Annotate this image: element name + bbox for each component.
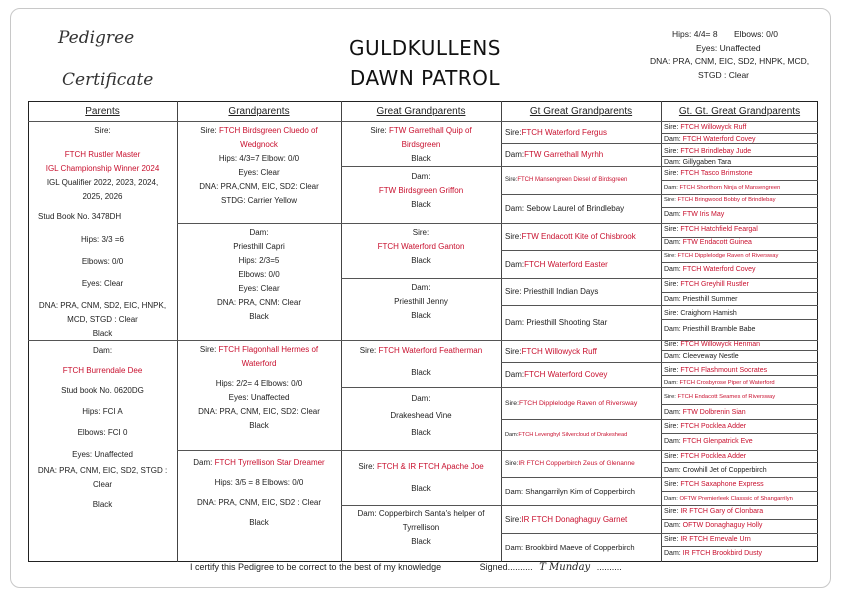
gtgtg-prefix: Dam: <box>664 550 683 557</box>
grandparent-dam-sire <box>177 343 341 433</box>
sire-dna-status: MCD, STGD : Clear <box>67 315 138 324</box>
gtgtg-name: IR FTCH Gary of Clonbara <box>680 508 764 515</box>
ggp-name: Priesthill Jenny <box>394 297 448 306</box>
dam-colour: Black <box>92 500 113 509</box>
gtgtg-name: FTCH Saxaphone Express <box>680 481 764 488</box>
gt-great-grandparent <box>505 362 659 387</box>
ggp-colour: Black <box>411 256 431 265</box>
gtgtg-name: FTCH Willowyck Ruff <box>680 124 747 131</box>
health-hips: Hips: 4/4= 8 <box>672 29 718 39</box>
gtg-prefix: Dam: Priesthill Shooting Star <box>505 318 608 327</box>
gp-name: FTCH Tyrrellison Star Dreamer <box>214 458 325 467</box>
gp-hips-elbows: Hips: 2/2= 4 Elbows: 0/0 <box>215 379 303 388</box>
gt-gt-great-grandparent <box>664 194 817 206</box>
gtgtg-name: OFTW Donaghaguy Holly <box>682 522 763 529</box>
ggp-colour: Black <box>411 311 431 320</box>
gt-gt-great-grandparent <box>664 548 817 560</box>
gt-gt-great-grandparent <box>664 451 817 463</box>
health-dna: DNA: PRA, CNM, EIC, SD2, HNPK, MCD, <box>650 56 810 67</box>
sire-elbows: Elbows: 0/0 <box>81 257 124 266</box>
gtgtg-name: FTCH Glenpatrick Eve <box>682 438 753 445</box>
gtgtg-name: FTCH Waterford Covey <box>682 136 756 143</box>
ggp-name: Drakeshead Vine <box>390 411 452 420</box>
gt-great-grandparent <box>505 340 659 362</box>
dam-dna-status: Clear <box>92 480 113 489</box>
header-parents: Parents <box>85 106 120 117</box>
gt-gt-great-grandparent <box>664 391 817 403</box>
gtg-name: FTCH Waterford Fergus <box>521 127 607 137</box>
gt-great-grandparent <box>505 387 661 419</box>
gtgtg-name: FTCH Waterford Covey <box>682 266 756 273</box>
gtgtg-prefix: Dam: Priesthill Bramble Babe <box>664 326 756 333</box>
gtgtg-prefix: Sire: <box>664 508 681 515</box>
gt-gt-great-grandparent <box>664 365 817 377</box>
gt-gt-great-grandparent <box>664 209 817 221</box>
header-grandparents: Grandparents <box>228 106 290 117</box>
gp-stgd-colour: STDG: Carrier Yellow <box>220 196 298 205</box>
ggp-prefix: Dam: <box>411 394 431 403</box>
gp-eyes: Eyes: Unaffected <box>228 393 290 402</box>
gtg-name: FTCH Dipplelodge Raven of Riversway <box>518 399 638 407</box>
gt-gt-great-grandparent <box>664 421 817 433</box>
gt-gt-great-grandparent <box>664 168 817 180</box>
gtgtg-prefix: Sire: <box>664 367 681 374</box>
header-gt-great-grandparents: Gt Great Grandparents <box>529 106 633 117</box>
great-grandparent <box>341 226 501 268</box>
sire-colour: Black <box>92 329 113 338</box>
health-elbows: Elbows: 0/0 <box>733 29 778 39</box>
parent-dam <box>28 344 177 512</box>
gt-gt-great-grandparent <box>664 224 817 236</box>
gtgtg-name: FTCH Greyhill Rustler <box>680 281 749 288</box>
sire-award: IGL Championship Winner 2024 <box>45 164 160 173</box>
gtgtg-prefix: Sire: <box>664 124 681 131</box>
gtgtg-prefix: Dam: <box>664 136 683 143</box>
gtg-name: FTCH Levenghyl Silvercloud of Drakeshead <box>518 431 628 438</box>
dog-name-line1: GULDKULLENS <box>349 36 501 60</box>
grandparent-dam-dam <box>177 456 341 530</box>
gp-name: FTCH Birdsgreen Cluedo of <box>218 126 318 135</box>
gtgtg-name: IR FTCH Ernevale Urn <box>680 536 751 543</box>
gtgtg-prefix: Sire: <box>664 423 681 430</box>
ggp-name-cont: Birdsgreen <box>401 140 441 149</box>
row-divider <box>661 546 818 547</box>
sire-qualifier-years: 2025, 2026 <box>82 192 123 201</box>
column-divider <box>501 101 502 562</box>
dam-hips: Hips: FCI A <box>82 407 123 416</box>
signature-dots: .......... <box>596 562 622 572</box>
gtgtg-prefix: Dam: Cleeveway Nestle <box>664 353 739 360</box>
gtgtg-name: FTCH Bringwood Bobby of Brindlebay <box>677 197 776 203</box>
gtg-name: IR FTCH Copperbirch Zeus of Glenanne <box>518 460 635 467</box>
gtgtg-prefix: Sire: <box>664 197 678 203</box>
gtgtg-prefix: Dam: Gillygaben Tara <box>664 159 732 166</box>
ggp-prefix: Sire: <box>358 462 377 471</box>
gp-colour: Black <box>249 421 269 430</box>
gp-prefix: Dam: <box>249 228 269 237</box>
gt-gt-great-grandparent <box>664 479 817 491</box>
gt-great-grandparent <box>505 450 661 477</box>
gtgtg-name: FTCH Brindlebay Jude <box>680 148 752 155</box>
gtgtg-name: FTCH Shorthorn Ninja of Mansengreen <box>679 185 781 191</box>
dam-name: FTCH Burrendale Dee <box>62 366 143 375</box>
signature: T Munday <box>539 562 591 573</box>
gp-eyes: Eyes: Clear <box>238 168 280 177</box>
dam-stud-book: Stud book No. 0620DG <box>61 386 144 395</box>
gtgtg-name: FTW Endacott Guinea <box>682 239 752 246</box>
gp-name: Priesthill Capri <box>233 242 285 251</box>
ggp-colour: Black <box>411 537 431 546</box>
gp-hips: Hips: 2/3=5 <box>238 256 280 265</box>
gt-gt-great-grandparent <box>664 436 817 448</box>
sire-eyes: Eyes: Clear <box>81 279 124 288</box>
gtgtg-name: FTCH Endacott Seames of Riversway <box>677 394 776 400</box>
gtgtg-prefix: Dam: <box>664 522 683 529</box>
health-eyes: Eyes: Unaffected <box>696 42 761 53</box>
script-title-certificate: Certificate <box>62 70 154 90</box>
grandparent-sire-dam <box>177 226 341 324</box>
gtg-prefix: Sire: <box>505 460 519 467</box>
gt-gt-great-grandparent <box>664 134 817 146</box>
dam-eyes: Eyes: Unaffected <box>72 450 133 459</box>
gp-name-cont: Wedgnock <box>240 140 278 149</box>
health-summary <box>640 28 840 82</box>
gp-prefix: Sire: <box>200 126 219 135</box>
gt-gt-great-grandparent <box>664 339 817 351</box>
sire-dna: DNA: PRA, CNM, SD2, EIC, HNPK, <box>38 301 167 310</box>
gp-hips-elbows: Hips: 4/3=7 Elbow: 0/0 <box>218 154 300 163</box>
dam-dna: DNA: PRA, CNM, EIC, SD2, STGD : <box>37 466 168 475</box>
ggp-prefix: Dam: Copperbirch Santa's helper of <box>357 509 485 518</box>
gtgtg-name: FTCH Hatchfield Feargal <box>680 226 758 233</box>
ggp-prefix: Sire: <box>412 228 430 237</box>
ggp-name: FTCH Waterford Featherman <box>378 346 483 355</box>
gt-gt-great-grandparent <box>664 506 817 518</box>
ggp-colour: Black <box>411 200 431 209</box>
great-grandparent <box>341 124 501 166</box>
gt-gt-great-grandparent <box>664 237 817 249</box>
gp-dna: DNA: PRA, CNM: Clear <box>216 298 301 307</box>
gtgtg-prefix: Sire: <box>664 170 681 177</box>
gtg-name: FTW Garrethall Myrhh <box>524 150 604 159</box>
gt-great-grandparent <box>505 194 659 223</box>
gtg-name: FTCH Willowyck Ruff <box>521 346 597 356</box>
gtgtg-name: FTCH Tasco Brimstone <box>680 170 753 177</box>
gtgtg-prefix: Dam: <box>664 409 683 416</box>
row-divider <box>661 491 818 492</box>
gtg-prefix: Dam: Shangarrilyn Kim of Copperbirch <box>505 486 635 496</box>
sire-label: Sire: <box>94 126 111 135</box>
gtgtg-prefix: Dam: Priesthill Summer <box>664 296 738 303</box>
gp-prefix: Dam: <box>193 458 215 467</box>
gtgtg-name: FTCH Crosbyrose Piper of Waterford <box>679 380 775 386</box>
gt-gt-great-grandparent <box>664 324 817 336</box>
sire-qualifier: IGL Qualifier 2022, 2023, 2024, <box>46 178 159 187</box>
gtgtg-prefix: Sire: <box>664 536 681 543</box>
gt-gt-great-grandparent <box>664 534 817 546</box>
gp-prefix: Sire: <box>199 345 219 354</box>
gtg-prefix: Dam: <box>505 259 525 269</box>
dam-elbows: Elbows: FCI 0 <box>77 428 128 437</box>
gtgtg-name: IR FTCH Brookbird Dusty <box>682 550 763 557</box>
gtgtg-prefix: Dam: Crowhill Jet of Copperbirch <box>664 467 767 474</box>
gtgtg-name: FTCH Flashmount Socrates <box>680 367 768 374</box>
ggp-name: FTW Birdsgreen Griffon <box>378 186 464 195</box>
row-divider <box>661 180 818 181</box>
ggp-name: FTCH & IR FTCH Apache Joe <box>376 462 484 471</box>
gt-great-grandparent <box>505 223 659 250</box>
ggp-name: FTCH Waterford Ganton <box>377 242 465 251</box>
gt-great-grandparent <box>505 250 659 278</box>
gtgtg-prefix: Sire: <box>664 394 678 400</box>
dam-label: Dam: <box>92 346 113 355</box>
gtg-prefix: Dam: <box>505 370 525 379</box>
ggp-prefix: Sire: <box>370 126 389 135</box>
gtg-name: FTW Endacott Kite of Chisbrook <box>521 232 636 241</box>
ggp-colour: Black <box>411 484 431 493</box>
header-great-grandparents: Great Grandparents <box>376 106 466 117</box>
gtg-prefix: Dam: <box>505 150 525 159</box>
gtg-prefix: Dam: Brookbird Maeve of Copperbirch <box>505 543 635 552</box>
gtgtg-prefix: Sire: <box>664 148 681 155</box>
great-grandparent <box>341 281 501 323</box>
gtgtg-prefix: Sire: <box>664 481 681 488</box>
gtgtg-prefix: Sire: <box>664 341 681 348</box>
gt-gt-great-grandparent <box>664 294 817 306</box>
gt-great-grandparent <box>505 505 659 533</box>
gt-gt-great-grandparent <box>664 182 817 194</box>
gtg-name: FTCH Waterford Covey <box>524 370 608 379</box>
sire-name: FTCH Rustler Master <box>64 150 141 159</box>
health-dna-status: STGD : Clear <box>698 69 750 80</box>
gt-gt-great-grandparent <box>664 308 817 320</box>
gtg-prefix: Sire: <box>505 346 522 356</box>
ggp-colour: Black <box>411 154 431 163</box>
gp-name-cont: Waterford <box>241 359 277 368</box>
gt-gt-great-grandparent <box>664 493 817 505</box>
gt-great-grandparent <box>505 166 661 194</box>
gtgtg-name: FTCH Pocklea Adder <box>680 423 747 430</box>
parent-sire <box>28 124 177 341</box>
great-grandparent <box>341 170 501 212</box>
gtgtg-name: FTCH Willowyck Henman <box>680 341 761 348</box>
gtgtg-prefix: Dam: <box>664 496 680 502</box>
gt-great-grandparent <box>505 143 659 166</box>
dog-name-line2: DAWN PATROL <box>349 66 501 90</box>
great-grandparent <box>341 392 501 440</box>
gtgtg-prefix: Sire: Craighorn Hamish <box>664 310 737 317</box>
gtgtg-name: OFTW Premierleek Classsic of Shangarrilyn <box>679 496 793 502</box>
ggp-colour: Black <box>411 428 431 437</box>
gtg-name: IR FTCH Donaghaguy Garnet <box>521 514 628 524</box>
gtg-name: FTCH Waterford Easter <box>524 259 608 269</box>
gtgtg-prefix: Dam: <box>664 266 683 273</box>
gt-gt-great-grandparent <box>664 520 817 532</box>
gp-colour: Black <box>249 312 269 321</box>
gtgtg-prefix: Dam: <box>664 380 680 386</box>
ggp-colour: Black <box>411 368 431 377</box>
ggp-prefix: Dam: <box>411 283 431 292</box>
certification-footer <box>190 562 622 573</box>
gtgtg-name: FTW Iris May <box>682 211 725 218</box>
sire-stud-book: Stud Book No. 3478DH <box>38 212 122 221</box>
health-hips-elbows <box>640 28 840 42</box>
gtg-prefix: Dam: Sebow Laurel of Brindlebay <box>505 204 625 213</box>
certification-statement: I certify this Pedigree to be correct to the best of my knowledge <box>190 562 442 572</box>
row-divider <box>661 404 818 405</box>
gtg-prefix: Sire: <box>505 177 518 183</box>
gtg-prefix: Dam: <box>505 431 519 438</box>
script-title-pedigree: Pedigree <box>58 28 135 48</box>
gtgtg-prefix: Sire: <box>664 226 681 233</box>
gt-gt-great-grandparent <box>664 407 817 419</box>
gt-gt-great-grandparent <box>664 279 817 291</box>
gt-gt-great-grandparent <box>664 264 817 276</box>
row-divider <box>661 433 818 434</box>
ggp-name: FTW Garrethall Quip of <box>388 126 472 135</box>
gtgtg-prefix: Dam: <box>664 185 680 191</box>
gp-dna: DNA: PRA, CNM, EIC, SD2: Clear <box>198 407 320 416</box>
grandparent-sire-sire <box>177 124 341 208</box>
gtg-name: FTCH Mansengreen Diesel of Birdsgreen <box>517 177 628 183</box>
gtg-prefix: Sire: <box>505 399 519 407</box>
great-grandparent <box>341 460 501 496</box>
great-grandparent <box>341 507 501 549</box>
gtgtg-name: FTCH Pocklea Adder <box>680 453 747 460</box>
row-divider <box>661 292 818 293</box>
gp-colour: Black <box>249 518 269 527</box>
gtgtg-prefix: Dam: <box>664 239 683 246</box>
gtgtg-prefix: Sire: <box>664 453 681 460</box>
gtgtg-name: FTW Dolbrenin Sian <box>682 409 746 416</box>
gt-gt-great-grandparent <box>664 351 817 363</box>
ggp-name: Tyrrellison <box>402 523 440 532</box>
gtgtg-prefix: Dam: <box>664 438 683 445</box>
gt-great-grandparent <box>505 305 659 340</box>
gtgtg-prefix: Sire: <box>664 281 681 288</box>
column-divider <box>661 101 662 562</box>
gtg-prefix: Sire: Priesthill Indian Days <box>505 287 599 296</box>
gp-eyes: Eyes: Clear <box>238 284 280 293</box>
gt-gt-great-grandparent <box>664 377 817 389</box>
gp-name: FTCH Flagonhall Hermes of <box>218 345 319 354</box>
gtg-prefix: Sire: <box>505 127 522 137</box>
gt-gt-great-grandparent <box>664 250 817 262</box>
gtgtg-prefix: Dam: <box>664 211 683 218</box>
gt-great-grandparent <box>505 533 659 562</box>
gt-great-grandparent <box>505 419 661 450</box>
header-gt-gt-great-grandparents: Gt. Gt. Great Grandparents <box>678 106 801 117</box>
ggp-prefix: Sire: <box>359 346 379 355</box>
gt-great-grandparent <box>505 477 659 505</box>
gt-great-grandparent <box>505 121 659 143</box>
gt-gt-great-grandparent <box>664 122 817 134</box>
row-divider <box>661 207 818 208</box>
gtg-prefix: Sire: <box>505 514 522 524</box>
gt-gt-great-grandparent <box>664 465 817 477</box>
gtg-prefix: Sire: <box>505 232 522 241</box>
gt-great-grandparent <box>505 278 659 305</box>
gp-dna: DNA: PRA, CNM, EIC, SD2 : Clear <box>196 498 322 507</box>
row-divider <box>661 262 818 263</box>
gtgtg-prefix: Sire: <box>664 253 678 259</box>
gtgtg-name: FTCH Dipplelodge Raven of Riversway <box>677 253 779 259</box>
gp-hips-elbows: Hips: 3/5 = 8 Elbows: 0/0 <box>214 478 304 487</box>
signed-label: Signed.......... <box>479 562 533 572</box>
gp-dna: DNA: PRA,CNM, EIC, SD2: Clear <box>199 182 319 191</box>
ggp-prefix: Dam: <box>411 172 431 181</box>
sire-hips: Hips: 3/3 =6 <box>81 235 124 244</box>
gp-elbows: Elbows: 0/0 <box>238 270 280 279</box>
great-grandparent <box>341 344 501 380</box>
